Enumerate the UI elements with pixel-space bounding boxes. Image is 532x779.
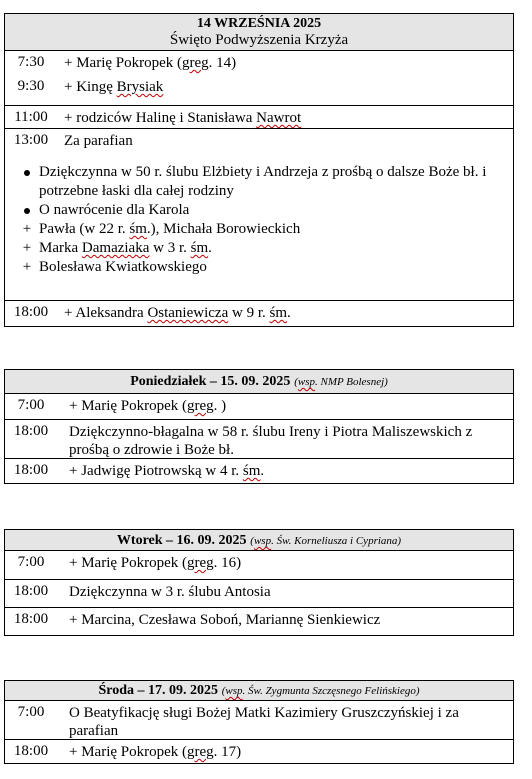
mass-time: 9:30 [17, 78, 45, 94]
mass-intention: + Marię Pokropek (greg. 16) [69, 555, 242, 571]
mass-row [5, 300, 513, 326]
mass-intention: Za parafian [64, 133, 133, 149]
plus-marker: + [22, 240, 32, 256]
mass-row [5, 579, 513, 607]
mass-time: 18:00 [13, 304, 49, 320]
mass-intention: + Marię Pokropek (greg. 14) [64, 55, 237, 71]
tuesday-table [4, 529, 514, 636]
mass-row [5, 75, 513, 105]
sunday-header [5, 14, 513, 51]
monday-note: (wsp. NMP Bolesnej) [294, 376, 388, 388]
wednesday-table [4, 680, 514, 764]
wednesday-title: Środa – 17. 09. 2025 [98, 683, 218, 698]
mass-intention: Dziękczynna w 3 r. ślubu Antosia [69, 584, 271, 600]
plus-marker: + [22, 259, 32, 275]
mass-intention: + Jadwigę Piotrowską w 4 r. śm. [69, 463, 265, 479]
mass-intention: + Kingę Brysiak [64, 79, 164, 95]
mass-time: 11:00 [14, 109, 48, 125]
mass-row [5, 458, 513, 483]
mass-time: 7:00 [17, 554, 45, 570]
mass-intention: + Marię Pokropek (greg. ) [69, 398, 227, 414]
mass-intention: + rodziców Halinę i Stanisława Nawrot [64, 110, 302, 126]
mass-time: 18:00 [13, 423, 49, 439]
mass-intention: + Aleksandra Ostaniewicza w 9 r. śm. [64, 305, 291, 321]
mass-row [5, 701, 513, 739]
mass-time: 7:00 [17, 704, 45, 720]
tuesday-header [5, 530, 513, 551]
mass-row [5, 419, 513, 458]
intention-list [5, 163, 513, 277]
sunday-table [4, 13, 514, 327]
mass-row [5, 739, 513, 763]
mass-time: 18:00 [13, 462, 49, 478]
mass-intention: O Beatyfikację sługi Bożej Matki Kazimiery Gruszczyńskiej i za parafian [69, 705, 459, 739]
mass-row [5, 607, 513, 635]
mass-time: 18:00 [13, 743, 49, 759]
monday-table [4, 369, 514, 484]
sunday-date-title: 14 WRZEŚNIA 2025 [196, 16, 322, 31]
list-item: + Marka Damaziaka w 3 r. śm. [5, 239, 505, 258]
sunday-feast-name: Święto Podwyższenia Krzyża [169, 32, 349, 48]
monday-title: Poniedziałek – 15. 09. 2025 [130, 374, 291, 389]
mass-time: 7:30 [17, 54, 45, 70]
mass-row [5, 51, 513, 75]
mass-time: 7:00 [17, 397, 45, 413]
tuesday-note: (wsp. Św. Korneliusza i Cypriana) [250, 535, 402, 547]
mass-time: 18:00 [13, 611, 49, 627]
mass-time: 18:00 [13, 583, 49, 599]
mass-time: 13:00 [13, 132, 49, 148]
mass-intention: + Marię Pokropek (greg. 17) [69, 744, 242, 760]
bullet-icon [19, 201, 35, 220]
wednesday-note: (wsp. Św. Zygmunta Szczęsnego Felińskiego) [221, 685, 420, 697]
plus-marker: + [22, 221, 32, 237]
list-item: O nawrócenie dla Karola [5, 201, 505, 220]
wednesday-header [5, 681, 513, 701]
mass-row [5, 128, 513, 300]
bullet-icon [19, 163, 35, 182]
tuesday-title: Wtorek – 16. 09. 2025 [116, 533, 247, 548]
mass-row [5, 394, 513, 419]
mass-intention: Dziękczynno-błagalna w 58 r. ślubu Ireny i Piotra Maliszewskich z prośbą o zdrowie i Boże bł. [69, 424, 473, 458]
mass-row [5, 105, 513, 128]
list-item: Dziękczynna w 50 r. ślubu Elżbiety i Andrzeja z prośbą o dalsze Boże bł. i potrzebne łaski dla całej rodziny [5, 163, 505, 201]
mass-intention: + Marcina, Czesława Soboń, Mariannę Sienkiewicz [69, 612, 381, 628]
list-item: + Bolesława Kwiatkowskiego [5, 258, 505, 277]
monday-header [5, 370, 513, 394]
mass-row [5, 551, 513, 579]
list-item: + Pawła (w 22 r. śm.), Michała Borowieckich [5, 220, 505, 239]
